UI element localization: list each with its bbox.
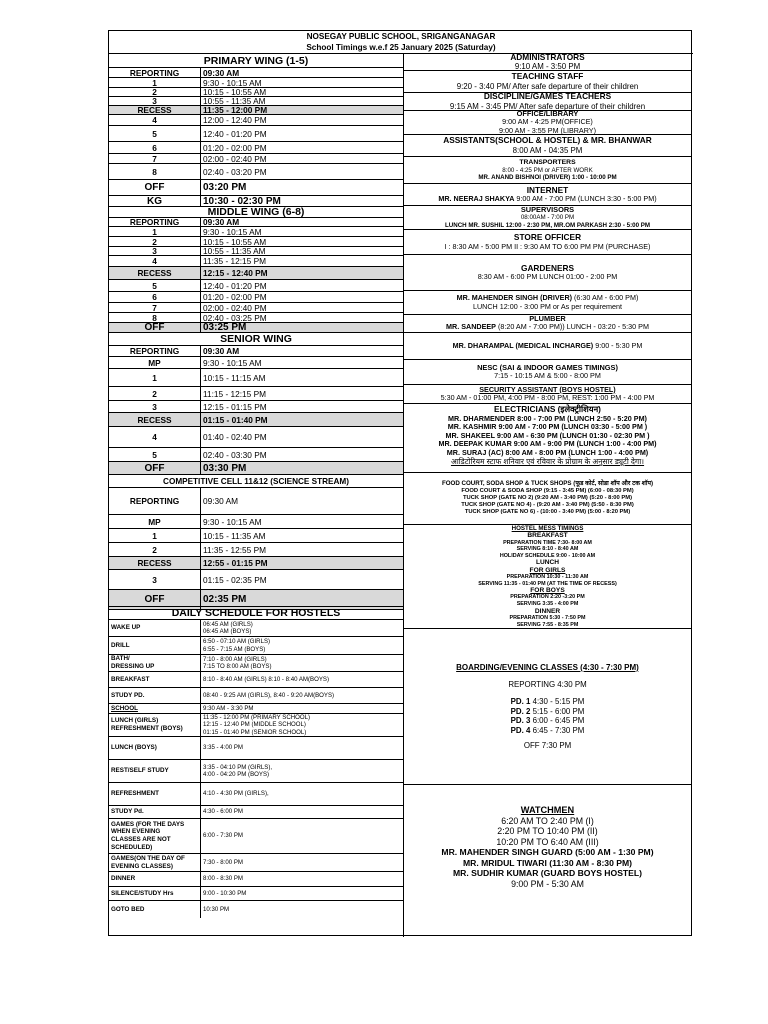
period-time: 9:30 - 10:15 AM bbox=[203, 357, 262, 368]
period-label: 3 bbox=[109, 570, 201, 589]
hostel-time: 7:30 - 8:00 PM bbox=[203, 858, 243, 866]
hostel-activity: GOTO BED bbox=[109, 901, 201, 918]
middle-period-row bbox=[109, 247, 403, 256]
period-time: 03:25 PM bbox=[203, 323, 247, 333]
hostel-time: 6:50 - 07:10 AM (GIRLS) 6:55 - 7:15 AM (BOYS) bbox=[203, 638, 271, 653]
hostel-row bbox=[109, 854, 403, 872]
administrators-block: ADMINISTRATORS 9:10 AM - 3:50 PM bbox=[404, 54, 691, 71]
hostel-activity: REST/SELF STUDY bbox=[109, 760, 201, 782]
document-header bbox=[109, 31, 693, 54]
senior-period-row bbox=[109, 346, 403, 357]
nesc-block: NESC (SAI & INDOOR GAMES TIMINGS) 7:15 - 10:15 AM & 5:00 - 8:00 PM bbox=[404, 360, 691, 385]
competitive-period-row bbox=[109, 529, 403, 543]
discipline-block: DISCIPLINE/GAMES TEACHERS 9:15 AM - 3:45 PM/ After safe departure of their children bbox=[404, 93, 691, 111]
period-label: RECESS bbox=[109, 557, 201, 569]
middle-period-row bbox=[109, 237, 403, 247]
period-time: 9:30 - 10:15 AM bbox=[203, 78, 262, 88]
electrician-line: MR. SURAJ (AC) 8:00 AM - 8:00 PM (LUNCH 1:00 - 4:00 PM) bbox=[446, 447, 649, 457]
hostel-activity: WAKE UP bbox=[109, 620, 201, 636]
hostel-row bbox=[109, 806, 403, 819]
period-label: 3 bbox=[109, 97, 201, 105]
shop-timing-line: FOOD COURT & SODA SHOP (9:15 - 3:45 PM) (6:00 - 08:30 PM) bbox=[461, 487, 634, 494]
hostel-row bbox=[109, 760, 403, 783]
hostel-activity: STUDY PD. bbox=[109, 688, 201, 703]
boarding-classes-block: BOARDING/EVENING CLASSES (4:30 - 7:30 PM) REPORTING 4:30 PM PD. 1 4:30 - 5:15 PM PD. 2 5:15 - 6:00 PM PD. 3 6:00 - 6:45 PM PD. 4 6:45 - 7:30 PM OFF 7:30 PM bbox=[404, 629, 691, 785]
middle-wing-title: MIDDLE WING (6-8) bbox=[109, 207, 403, 218]
period-time: 10:15 - 11:15 AM bbox=[203, 372, 266, 383]
senior-period-row bbox=[109, 462, 403, 475]
period-label: 1 bbox=[109, 369, 201, 386]
period-label: 1 bbox=[109, 78, 201, 87]
competitive-period-row bbox=[109, 515, 403, 529]
hostel-row bbox=[109, 620, 403, 637]
hostel-activity: DRILL bbox=[109, 637, 201, 654]
hostel-row bbox=[109, 872, 403, 887]
period-time: 01:20 - 02:00 PM bbox=[203, 292, 267, 302]
boarding-period: PD. 1 4:30 - 5:15 PM bbox=[510, 697, 585, 707]
watchmen-block: WATCHMEN 6:20 AM TO 2:40 PM (I) 2:20 PM TO 10:40 PM (II) 10:20 PM TO 6:40 AM (III) MR. MAHENDER SINGH GUARD (5:00 AM - 1:30 PM) MR. MRIDUL TIWARI (11:30 AM - 8:30 PM) MR. SUDHIR KUMAR (GUARD BOYS HOSTEL) 9:00 PM - 5:30 AM bbox=[441, 804, 654, 889]
hostel-time: 3:35 - 4:00 PM bbox=[203, 744, 243, 752]
period-label: 2 bbox=[109, 387, 201, 400]
period-time: 10:15 - 11:35 AM bbox=[203, 530, 266, 541]
period-label: 1 bbox=[109, 529, 201, 542]
competitive-period-row bbox=[109, 570, 403, 590]
middle-period-row bbox=[109, 313, 403, 323]
primary-period-row bbox=[109, 196, 403, 207]
period-time: 02:35 PM bbox=[203, 594, 247, 605]
middle-period-row bbox=[109, 256, 403, 267]
senior-wing-title: SENIOR WING bbox=[109, 333, 403, 346]
middle-period-row bbox=[109, 218, 403, 227]
period-label: 8 bbox=[109, 313, 201, 322]
hostel-time: 7:10 - 8:00 AM (GIRLS) 7:15 TO 8:00 AM (BOYS) bbox=[203, 655, 272, 670]
hostel-time: 8:00 - 8:30 PM bbox=[203, 875, 243, 883]
electrician-line: MR. DEEPAK KUMAR 9:00 AM - 9:00 PM (LUNCH 1:00 - 4:00 PM) bbox=[438, 439, 657, 449]
period-time: 02:00 - 02:40 PM bbox=[203, 303, 267, 313]
hostel-activity: STUDY Pd. bbox=[109, 806, 201, 818]
primary-period-row bbox=[109, 142, 403, 154]
primary-period-row bbox=[109, 126, 403, 142]
middle-period-row bbox=[109, 267, 403, 280]
hostel-schedule-title: DAILY SCHEDULE FOR HOSTELS bbox=[109, 607, 403, 620]
hostel-row bbox=[109, 819, 403, 854]
period-time: 01:15 - 01:40 PM bbox=[203, 414, 268, 425]
period-time: 10:15 - 10:55 AM bbox=[203, 88, 267, 97]
senior-period-row bbox=[109, 369, 403, 387]
period-time: 12:40 - 01:20 PM bbox=[203, 280, 267, 291]
period-time: 12:55 - 01:15 PM bbox=[203, 558, 268, 568]
middle-period-row bbox=[109, 280, 403, 292]
period-time: 09:30 AM bbox=[203, 346, 240, 356]
hostel-time: 4:10 - 4:30 PM (GIRLS), bbox=[203, 790, 269, 798]
competitive-period-row bbox=[109, 557, 403, 570]
hostel-activity: DINNER bbox=[109, 872, 201, 886]
period-label: 4 bbox=[109, 256, 201, 266]
period-time: 09:30 AM bbox=[203, 68, 240, 78]
plumber-block: PLUMBER MR. SANDEEP (8:20 AM - 7:00 PM)) LUNCH - 03:20 - 5:30 PM bbox=[404, 315, 691, 333]
competitive-period-row bbox=[109, 543, 403, 557]
hostel-row bbox=[109, 655, 403, 672]
hostel-time: 08:40 - 9:25 AM (GIRLS), 8:40 - 9:20 AM(BOYS) bbox=[203, 691, 335, 699]
period-time: 09:30 AM bbox=[203, 218, 240, 227]
period-time: 10:55 - 11:35 AM bbox=[203, 97, 266, 106]
period-time: 01:40 - 02:40 PM bbox=[203, 432, 267, 442]
period-label: REPORTING bbox=[109, 488, 201, 514]
period-time: 11:15 - 12:15 PM bbox=[203, 388, 267, 399]
period-label: 1 bbox=[109, 227, 201, 236]
hostel-row bbox=[109, 737, 403, 760]
period-time: 03:30 PM bbox=[203, 462, 247, 474]
shop-timing-line: TUCK SHOP (GATE NO 2) (9:20 AM - 3:40 PM) (5:20 - 8:00 PM) bbox=[463, 494, 632, 501]
primary-period-row bbox=[109, 180, 403, 196]
period-label: MP bbox=[109, 357, 201, 368]
period-time: 12:15 - 12:40 PM bbox=[203, 268, 268, 278]
teaching-staff-block: TEACHING STAFF 9:20 - 3:40 PM/ After safe departure of their children bbox=[404, 71, 691, 93]
period-label: 7 bbox=[109, 303, 201, 312]
competitive-wing-title: COMPETITIVE CELL 11&12 (SCIENCE STREAM) bbox=[109, 475, 403, 488]
period-label: MP bbox=[109, 515, 201, 528]
competitive-period-row bbox=[109, 488, 403, 515]
hostel-activity: GAMES(ON THE DAY OF EVENING CLASSES) bbox=[109, 854, 201, 871]
shop-timing-line: TUCK SHOP (GATE NO 6) - (10:00 - 3:40 PM) (5:00 - 8:20 PM) bbox=[464, 509, 631, 516]
primary-period-row bbox=[109, 106, 403, 115]
period-label: 7 bbox=[109, 154, 201, 163]
senior-period-row bbox=[109, 401, 403, 413]
period-label: 4 bbox=[109, 115, 201, 125]
hostel-time: 9:00 - 10:30 PM bbox=[203, 889, 247, 897]
gardeners-block: GARDENERS 8:30 AM - 6:00 PM LUNCH 01:00 - 2:00 PM bbox=[404, 255, 691, 291]
period-label: OFF bbox=[109, 180, 201, 195]
period-time: 12:15 - 01:15 PM bbox=[203, 401, 267, 412]
period-label: REPORTING bbox=[109, 68, 201, 77]
period-time: 12:00 - 12:40 PM bbox=[203, 115, 267, 125]
senior-period-row bbox=[109, 413, 403, 427]
primary-period-row bbox=[109, 154, 403, 164]
hostel-row bbox=[109, 714, 403, 737]
period-label: 4 bbox=[109, 427, 201, 447]
hostel-row bbox=[109, 672, 403, 688]
period-label: 5 bbox=[109, 280, 201, 291]
period-label: 3 bbox=[109, 247, 201, 255]
hostel-activity: SCHOOL bbox=[109, 704, 201, 713]
driver-block: MR. MAHENDER SINGH (DRIVER) (6:30 AM - 6:00 PM) LUNCH 12:00 - 3:00 PM or As per requirement bbox=[404, 291, 691, 315]
period-time: 02:40 - 03:20 PM bbox=[203, 166, 267, 177]
period-label: RECESS bbox=[109, 413, 201, 426]
primary-wing-title: PRIMARY WING (1-5) bbox=[109, 54, 403, 68]
hostel-time: 9:30 AM - 3:30 PM bbox=[203, 704, 254, 712]
supervisors-block: SUPERVISORS 08:00AM - 7:00 PM LUNCH MR. SUSHIL 12:00 - 2:30 PM, MR.OM PARKASH 2:30 - 5:00 PM bbox=[404, 206, 691, 230]
period-time: 10:30 - 02:30 PM bbox=[203, 196, 281, 207]
hostel-time: 6:00 - 7:30 PM bbox=[203, 832, 243, 840]
period-label: 2 bbox=[109, 543, 201, 556]
boarding-period: PD. 4 6:45 - 7:30 PM bbox=[510, 725, 585, 735]
middle-period-row bbox=[109, 303, 403, 313]
period-label: OFF bbox=[109, 590, 201, 609]
hostel-activity: LUNCH (GIRLS) REFRESHMENT (BOYS) bbox=[109, 714, 201, 736]
medical-block: MR. DHARAMPAL (MEDICAL INCHARGE) 9:00 - 5:30 PM bbox=[404, 333, 691, 360]
hostel-schedule bbox=[109, 606, 404, 937]
hostel-row bbox=[109, 901, 403, 918]
period-time: 01:20 - 02:00 PM bbox=[203, 142, 267, 153]
period-label: OFF bbox=[109, 462, 201, 474]
hostel-time: 06:45 AM (GIRLS) 06:45 AM (BOYS) bbox=[203, 620, 253, 635]
electricians-block: ELECTRICIANS (इलेक्ट्रीशियन) MR. DHARMENDER 8:00 - 7:00 PM (LUNCH 2:50 - 5:20 PM) MR. KASHMIR 9:00 AM - 7:00 PM (LUNCH 03:30 - 5:00 PM ) MR. SHAKEEL 9:00 AM - 6:30 PM (LUNCH 01:30 - 02:30 PM ) MR. DEEPAK KUMAR 9:00 AM - 9:00 PM (LUNCH 1:00 - 4:00 PM) MR. SURAJ (AC) 8:00 AM - 8:00 PM (LUNCH 1:00 - 4:00 PM) आडिटोरियम स्टाफ शनिवार एवं रविवार के प्रोग्राम के अनुसार ड्यूटी देगा। bbox=[404, 404, 691, 473]
period-label: REPORTING bbox=[109, 218, 201, 226]
senior-period-row bbox=[109, 427, 403, 448]
hostel-time: 8:10 - 8:40 AM (GIRLS) 8:10 - 8:40 AM(BOYS) bbox=[203, 675, 329, 683]
period-time: 10:15 - 10:55 AM bbox=[203, 237, 267, 247]
senior-period-row bbox=[109, 357, 403, 369]
period-time: 02:40 - 03:25 PM bbox=[203, 313, 267, 323]
hostel-time: 11:35 - 12:00 PM (PRIMARY SCHOOL) 12:15 - 12:40 PM (MIDDLE SCHOOL) 01:15 - 01:40 PM (SENIOR SCHOOL) bbox=[203, 714, 311, 736]
period-label: 2 bbox=[109, 237, 201, 246]
primary-period-row bbox=[109, 115, 403, 126]
hostel-activity: BREAKFAST bbox=[109, 672, 201, 687]
period-time: 02:40 - 03:30 PM bbox=[203, 449, 267, 460]
middle-period-row bbox=[109, 292, 403, 303]
school-timings-date: School Timings w.e.f 25 January 2025 (Saturday) bbox=[306, 42, 496, 52]
security-block: SECURITY ASSISTANT (BOYS HOSTEL) 5:30 AM - 01:00 PM, 4:00 PM - 8:00 PM, REST: 1:00 PM - 4:00 PM bbox=[404, 385, 691, 404]
primary-period-row bbox=[109, 88, 403, 97]
middle-period-row bbox=[109, 323, 403, 333]
hostel-activity: LUNCH (BOYS) bbox=[109, 737, 201, 759]
hostel-activity: GAMES (FOR THE DAYS WHEN EVENING CLASSES ARE NOT SCHEDULED) bbox=[109, 819, 201, 853]
transporters-block: TRANSPORTERS 8:00 - 4:25 PM or AFTER WORK MR. ANAND BISHNOI (DRIVER) 1:00 - 10:00 PM bbox=[404, 157, 691, 184]
period-label: KG bbox=[109, 196, 201, 206]
period-time: 9:30 - 10:15 AM bbox=[203, 516, 262, 527]
assistants-block: ASSISTANTS(SCHOOL & HOSTEL) & MR. BHANWAR 8:00 AM - 04:35 PM bbox=[404, 135, 691, 157]
period-label: 3 bbox=[109, 401, 201, 412]
period-label: 6 bbox=[109, 292, 201, 302]
period-label: REPORTING bbox=[109, 346, 201, 356]
period-label: 5 bbox=[109, 126, 201, 141]
hostel-time: 4:30 - 6:00 PM bbox=[203, 808, 243, 816]
food-court-block: FOOD COURT, SODA SHOP & TUCK SHOPS (फूड कोर्ट, सोडा शॉप और टक शॉप) FOOD COURT & SODA SHOP (9:15 - 3:45 PM) (6:00 - 08:30 PM) TUCK SHOP (GATE NO 2) (9:20 AM - 3:40 PM) (5:20 - 8:00 PM) TUCK SHOP (GATE NO 4) - (9:20 AM - 3:40 PM) (5:50 - 8:30 PM) TUCK SHOP (GATE NO 6) - (10:00 - 3:40 PM) (5:00 - 8:20 PM) bbox=[404, 473, 691, 525]
period-time: 10:55 - 11:35 AM bbox=[203, 247, 266, 256]
office-library-block: OFFICE/LIBRARY 9:00 AM - 4:25 PM(OFFICE) 9:00 AM - 3:55 PM (LIBRARY) bbox=[404, 111, 691, 135]
hostel-rows bbox=[109, 620, 403, 918]
senior-period-row bbox=[109, 448, 403, 462]
mess-timings-block: HOSTEL MESS TIMINGS BREAKFAST PREPARATION TIME 7:30- 8:00 AM SERVING 8:10 - 8:40 AM HOLIDAY SCHEDULE 9:00 - 10:00 AM LUNCH FOR GIRLS PREPARATION 10:30 - 11:30 AM SERVING 11:35 - 01:40 PM (AT THE TIME OF RECESS) FOR BOYS PREPARATION 2:20 -3:20 PM SERVING 3:35 - 4:00 PM DINNER PREPARATION 5:30 - 7:50 PM SERVING 7:55 - 8:35 PM bbox=[404, 525, 691, 629]
period-label: 2 bbox=[109, 88, 201, 96]
period-label: 6 bbox=[109, 142, 201, 153]
period-time: 11:35 - 12:55 PM bbox=[203, 544, 267, 555]
primary-period-row bbox=[109, 78, 403, 88]
hostel-row bbox=[109, 887, 403, 901]
period-label: 8 bbox=[109, 164, 201, 179]
hostel-row bbox=[109, 704, 403, 714]
period-time: 9:30 - 10:15 AM bbox=[203, 227, 262, 237]
period-label: RECESS bbox=[109, 106, 201, 114]
hostel-row bbox=[109, 688, 403, 704]
middle-period-row bbox=[109, 227, 403, 237]
hostel-activity: REFRESHMENT bbox=[109, 783, 201, 805]
boarding-period: PD. 2 5:15 - 6:00 PM bbox=[510, 706, 585, 716]
hostel-time: 3:35 - 04:10 PM (GIRLS), 4:00 - 04:20 PM (BOYS) bbox=[203, 763, 273, 778]
hostel-activity: SILENCE/STUDY Hrs bbox=[109, 887, 201, 900]
period-time: 12:40 - 01:20 PM bbox=[203, 128, 267, 139]
hostel-row bbox=[109, 783, 403, 806]
hostel-activity: BATH/ DRESSING UP bbox=[109, 655, 201, 671]
electrician-line: MR. SHAKEEL 9:00 AM - 6:30 PM (LUNCH 01:30 - 02:30 PM ) bbox=[445, 430, 650, 440]
store-officer-block: STORE OFFICER I : 8:30 AM - 5:00 PM II : 9:30 AM TO 6:00 PM PM (PURCHASE) bbox=[404, 230, 691, 255]
period-label: RECESS bbox=[109, 267, 201, 279]
senior-period-row bbox=[109, 387, 403, 401]
school-name: NOSEGAY PUBLIC SCHOOL, SRIGANGANAGAR bbox=[306, 32, 496, 41]
period-time: 09:30 AM bbox=[203, 496, 239, 506]
period-label: OFF bbox=[109, 323, 201, 332]
period-time: 02:00 - 02:40 PM bbox=[203, 154, 267, 164]
period-time: 11:35 - 12:15 PM bbox=[203, 256, 267, 266]
primary-period-row bbox=[109, 97, 403, 106]
hostel-row bbox=[109, 637, 403, 655]
wing-schedules bbox=[109, 54, 404, 610]
electrician-line: MR. DHARMENDER 8:00 - 7:00 PM (LUNCH 2:50 - 5:20 PM) bbox=[448, 413, 647, 423]
period-time: 11:35 - 12:00 PM bbox=[203, 106, 268, 115]
period-time: 03:20 PM bbox=[203, 182, 247, 193]
primary-period-row bbox=[109, 68, 403, 78]
hostel-time: 10:30 PM bbox=[203, 905, 230, 913]
primary-period-row bbox=[109, 164, 403, 180]
boarding-period: PD. 3 6:00 - 6:45 PM bbox=[510, 716, 585, 726]
period-time: 01:15 - 02:35 PM bbox=[203, 574, 267, 585]
internet-block: INTERNET MR. NEERAJ SHAKYA 9:00 AM - 7:00 PM (LUNCH 3:30 - 5:00 PM) bbox=[404, 184, 691, 206]
electrician-line: MR. KASHMIR 9:00 AM - 7:00 PM (LUNCH 03:30 - 5:00 PM ) bbox=[447, 422, 648, 432]
timetable-document bbox=[108, 30, 692, 936]
shop-timing-line: TUCK SHOP (GATE NO 4) - (9:20 AM - 3:40 PM) (5:50 - 8:30 PM) bbox=[461, 502, 634, 509]
staff-timings bbox=[404, 54, 691, 909]
period-label: 5 bbox=[109, 448, 201, 461]
